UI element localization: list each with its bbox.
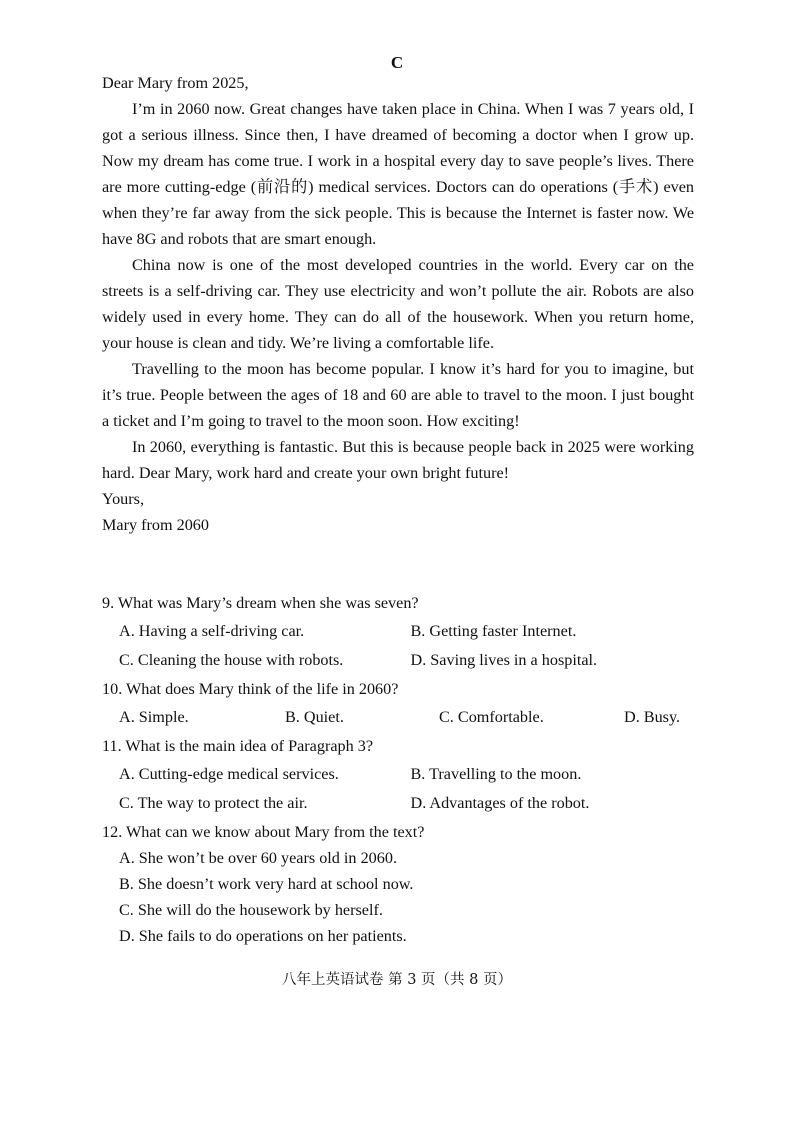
option-b: B. Getting faster Internet.	[410, 621, 577, 640]
section-heading: C	[390, 53, 404, 72]
paragraph-2: China now is one of the most developed countries in the world. Every car on the streets is a self-driving car. They use electricity and won’t pollute the air. Robots are also widely used in every home. They can do all of the housework. When you return home, your house is clean and tidy. We’re living a comfortable life.	[102, 256, 694, 352]
option-d: D. Busy.	[624, 707, 681, 726]
question-12	[102, 819, 702, 949]
letter-closing: Yours,	[102, 490, 144, 508]
option-c: C. She will do the housework by herself.	[119, 901, 383, 919]
reading-passage	[102, 70, 694, 538]
option-b: B. Quiet.	[285, 707, 344, 726]
question-stem: 9. What was Mary’s dream when she was seven?	[102, 594, 419, 612]
option-d: D. Advantages of the robot.	[410, 793, 590, 812]
option-d: D. Saving lives in a hospital.	[410, 650, 598, 669]
option-c: C. Comfortable.	[439, 707, 544, 726]
option-c: C. The way to protect the air.	[119, 793, 308, 812]
option-b: B. She doesn’t work very hard at school now.	[119, 875, 414, 893]
page-footer: 八年上英语试卷 第 3 页（共 8 页）	[282, 972, 512, 988]
question-11	[102, 733, 702, 817]
paragraph-1: I’m in 2060 now. Great changes have taken place in China. When I was 7 years old, I got a serious illness. Since then, I have dreamed of becoming a doctor when I grow up. Now my dream has come true. I work in a hospital every day to save people’s lives. There are more cutting-edge (前沿的) medical services. Doctors can do operations (手术) even when they’re far away from the sick people. This is because the Internet is faster now. We have 8G and robots that are smart enough.	[102, 100, 694, 248]
option-d: D. She fails to do operations on her patients.	[119, 927, 407, 945]
question-list	[102, 590, 702, 951]
question-10	[102, 676, 702, 731]
letter-signature: Mary from 2060	[102, 516, 209, 534]
question-stem: 12. What can we know about Mary from the text?	[102, 823, 425, 841]
paragraph-4: In 2060, everything is fantastic. But this is because people back in 2025 were working hard. Dear Mary, work hard and create your own bright future!	[102, 438, 694, 482]
option-a: A. She won’t be over 60 years old in 2060.	[119, 849, 397, 867]
question-9	[102, 590, 702, 674]
option-c: C. Cleaning the house with robots.	[119, 650, 344, 669]
question-stem: 11. What is the main idea of Paragraph 3?	[102, 737, 374, 755]
letter-greeting: Dear Mary from 2025,	[102, 74, 249, 92]
paragraph-3: Travelling to the moon has become popular. I know it’s hard for you to imagine, but it’s true. People between the ages of 18 and 60 are able to travel to the moon. I just bought a ticket and I’m going to travel to the moon soon. How exciting!	[102, 360, 694, 430]
option-b: B. Travelling to the moon.	[410, 764, 582, 783]
question-stem: 10. What does Mary think of the life in 2060?	[102, 680, 399, 698]
option-a: A. Having a self-driving car.	[119, 621, 305, 640]
option-a: A. Cutting-edge medical services.	[119, 764, 339, 783]
option-a: A. Simple.	[119, 707, 189, 726]
